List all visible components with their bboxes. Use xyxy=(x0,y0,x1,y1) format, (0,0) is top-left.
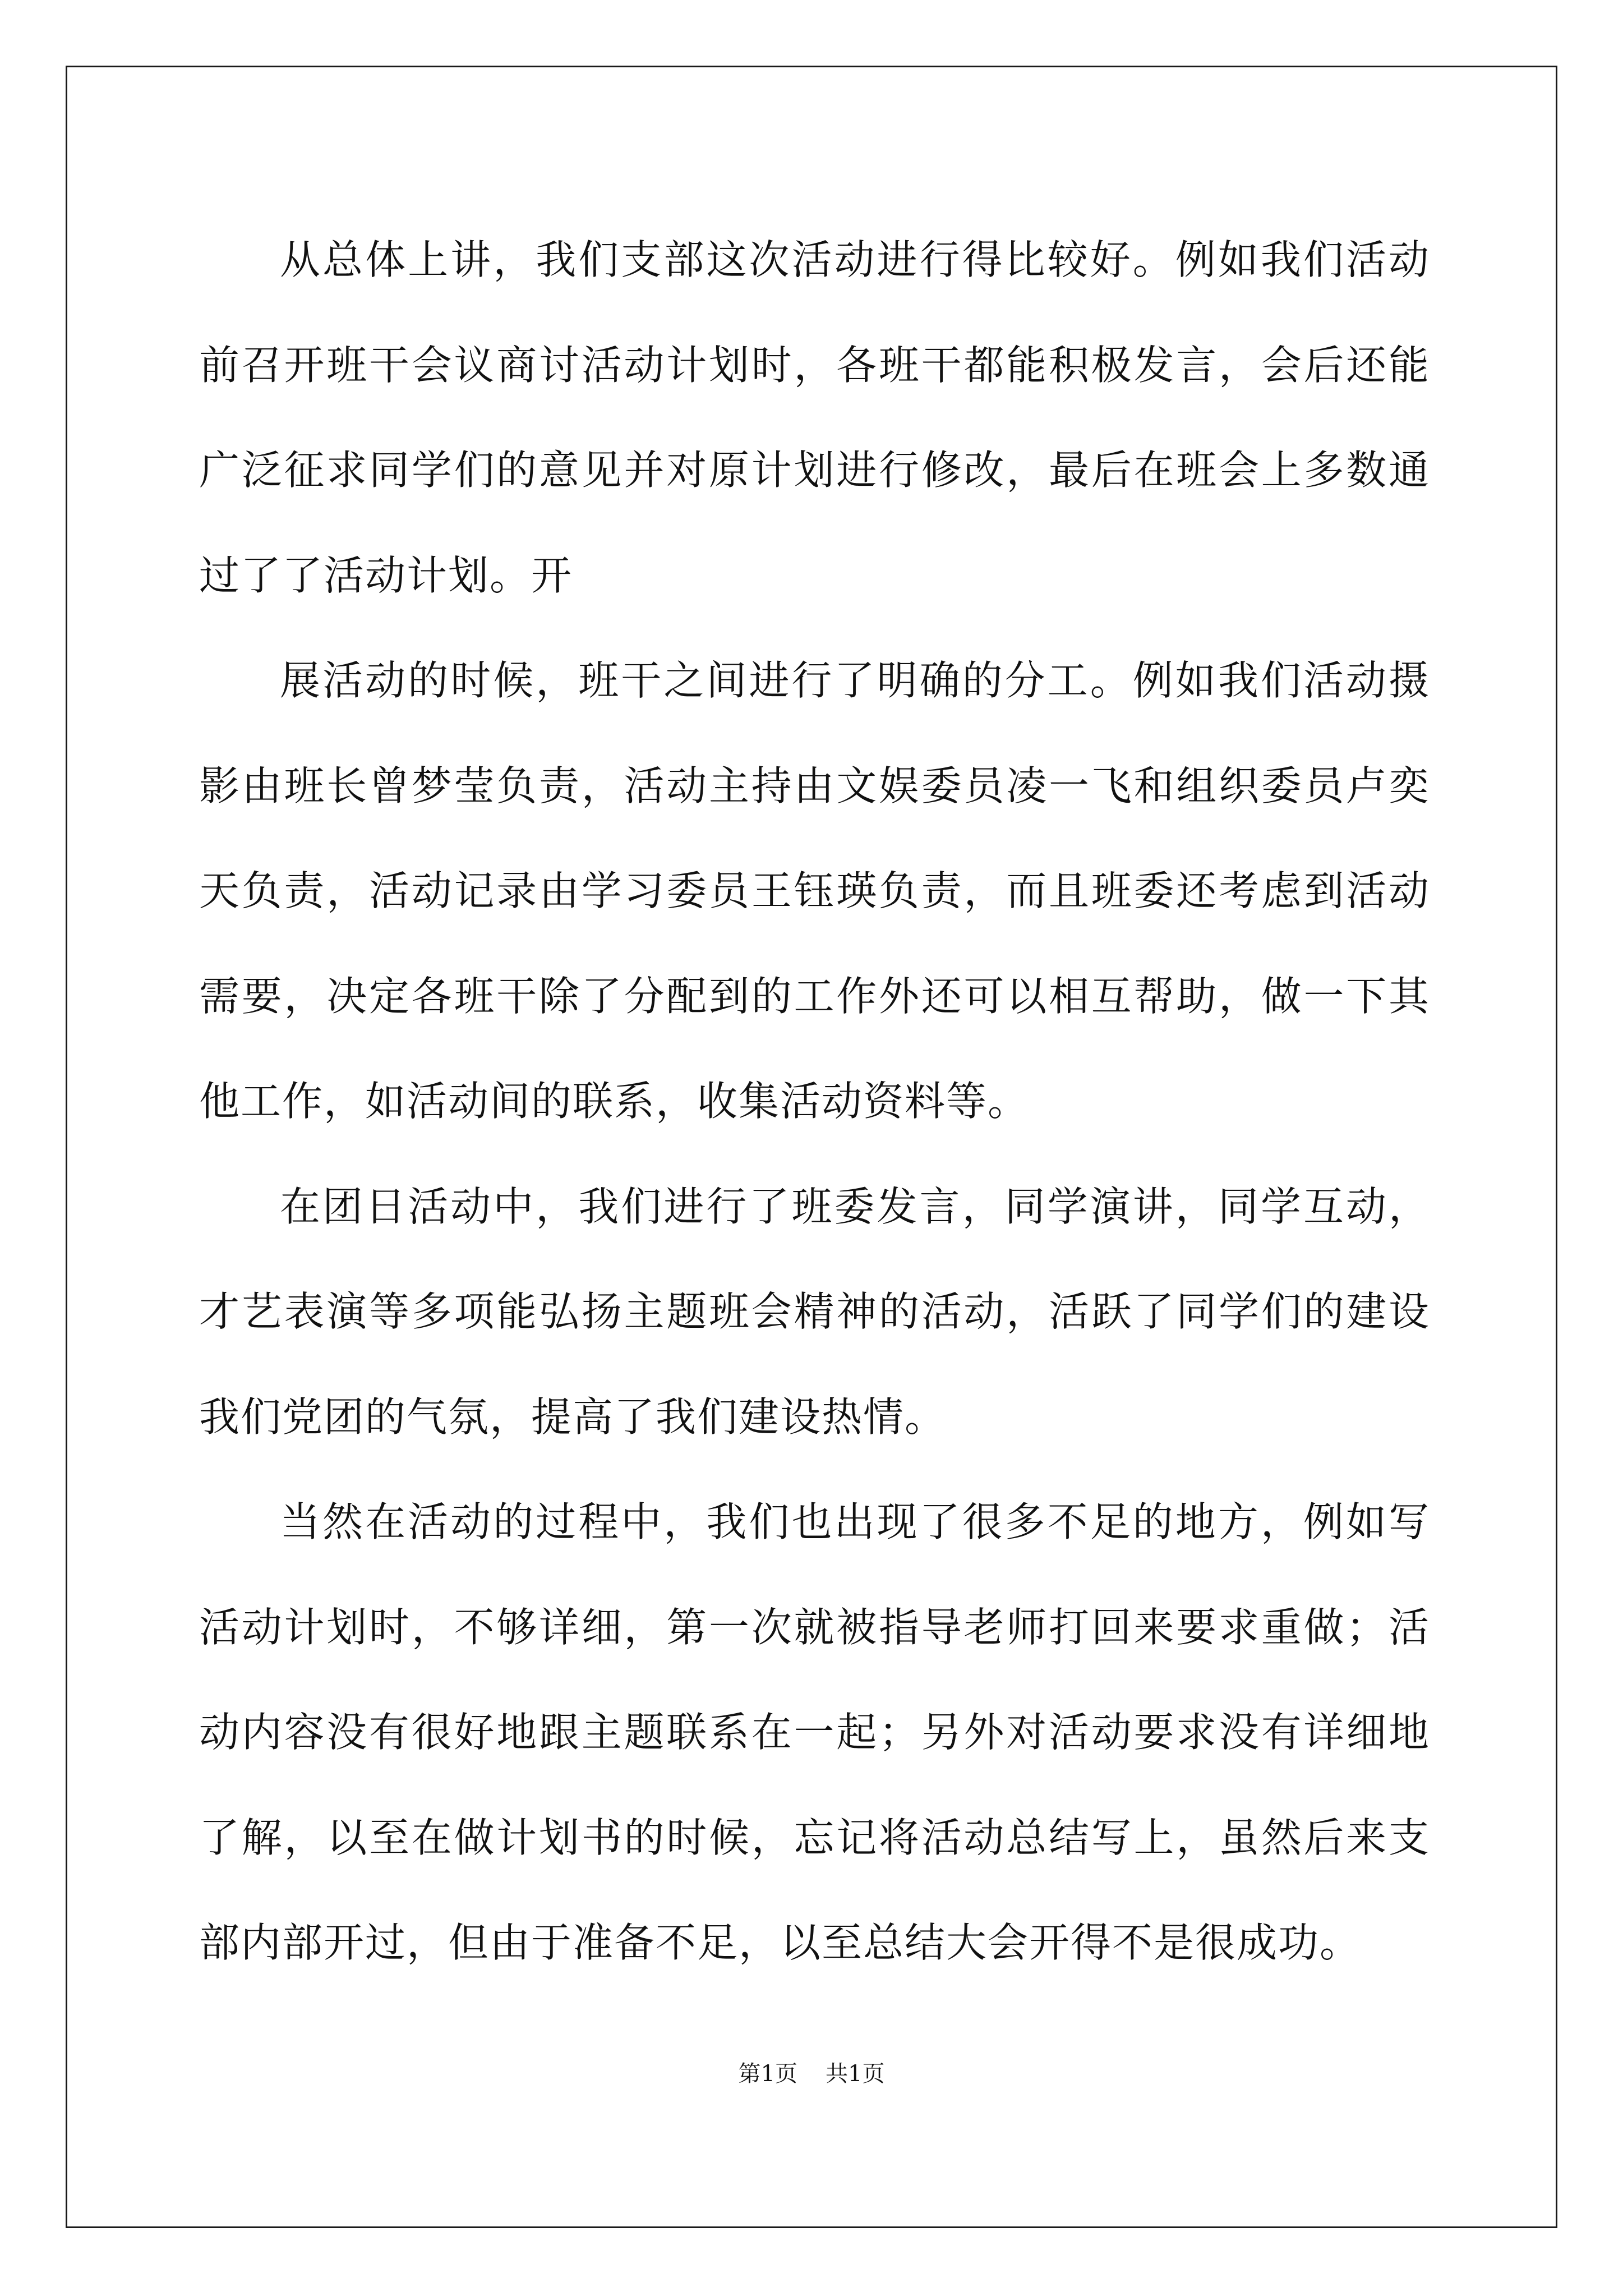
page-footer xyxy=(0,2056,1623,2088)
page-number: 第1页 xyxy=(738,2061,797,2087)
paragraph-4: 当然在活动的过程中，我们也出现了很多不足的地方，例如写活动计划时，不够详细，第一次就被指导老师打回来要求重做；活动内容没有很好地跟主题联系在一起；另外对活动要求没有详细地了解，以至在做计划书的时候，忘记将活动总结写上，虽然后来支部内部开过，但由于准备不足，以至总结大会开得不是很成功。 xyxy=(199,1498,1430,1966)
paragraph-3: 在团日活动中，我们进行了班委发言，同学演讲，同学互动，才艺表演等多项能弘扬主题班会精神的活动，活跃了同学们的建设我们党团的气氛，提高了我们建设热情。 xyxy=(199,1182,1430,1441)
paragraph-2: 展活动的时候，班干之间进行了明确的分工。例如我们活动摄影由班长曾梦莹负责，活动主持由文娱委员凌一飞和组织委员卢奕天负责，活动记录由学习委员王钰瑛负责，而且班委还考虑到活动需要，决定各班干除了分配到的工作外还可以相互帮助，做一下其他工作，如活动间的联系，收集活动资料等。 xyxy=(199,657,1430,1125)
paragraph-1: 从总体上讲，我们支部这次活动进行得比较好。例如我们活动前召开班干会议商讨活动计划时，各班干都能积极发言，会后还能广泛征求同学们的意见并对原计划进行修改，最后在班会上多数通过了了活动计划。开 xyxy=(199,236,1430,599)
page-total: 共1页 xyxy=(826,2061,885,2087)
document-body xyxy=(199,208,1430,1996)
